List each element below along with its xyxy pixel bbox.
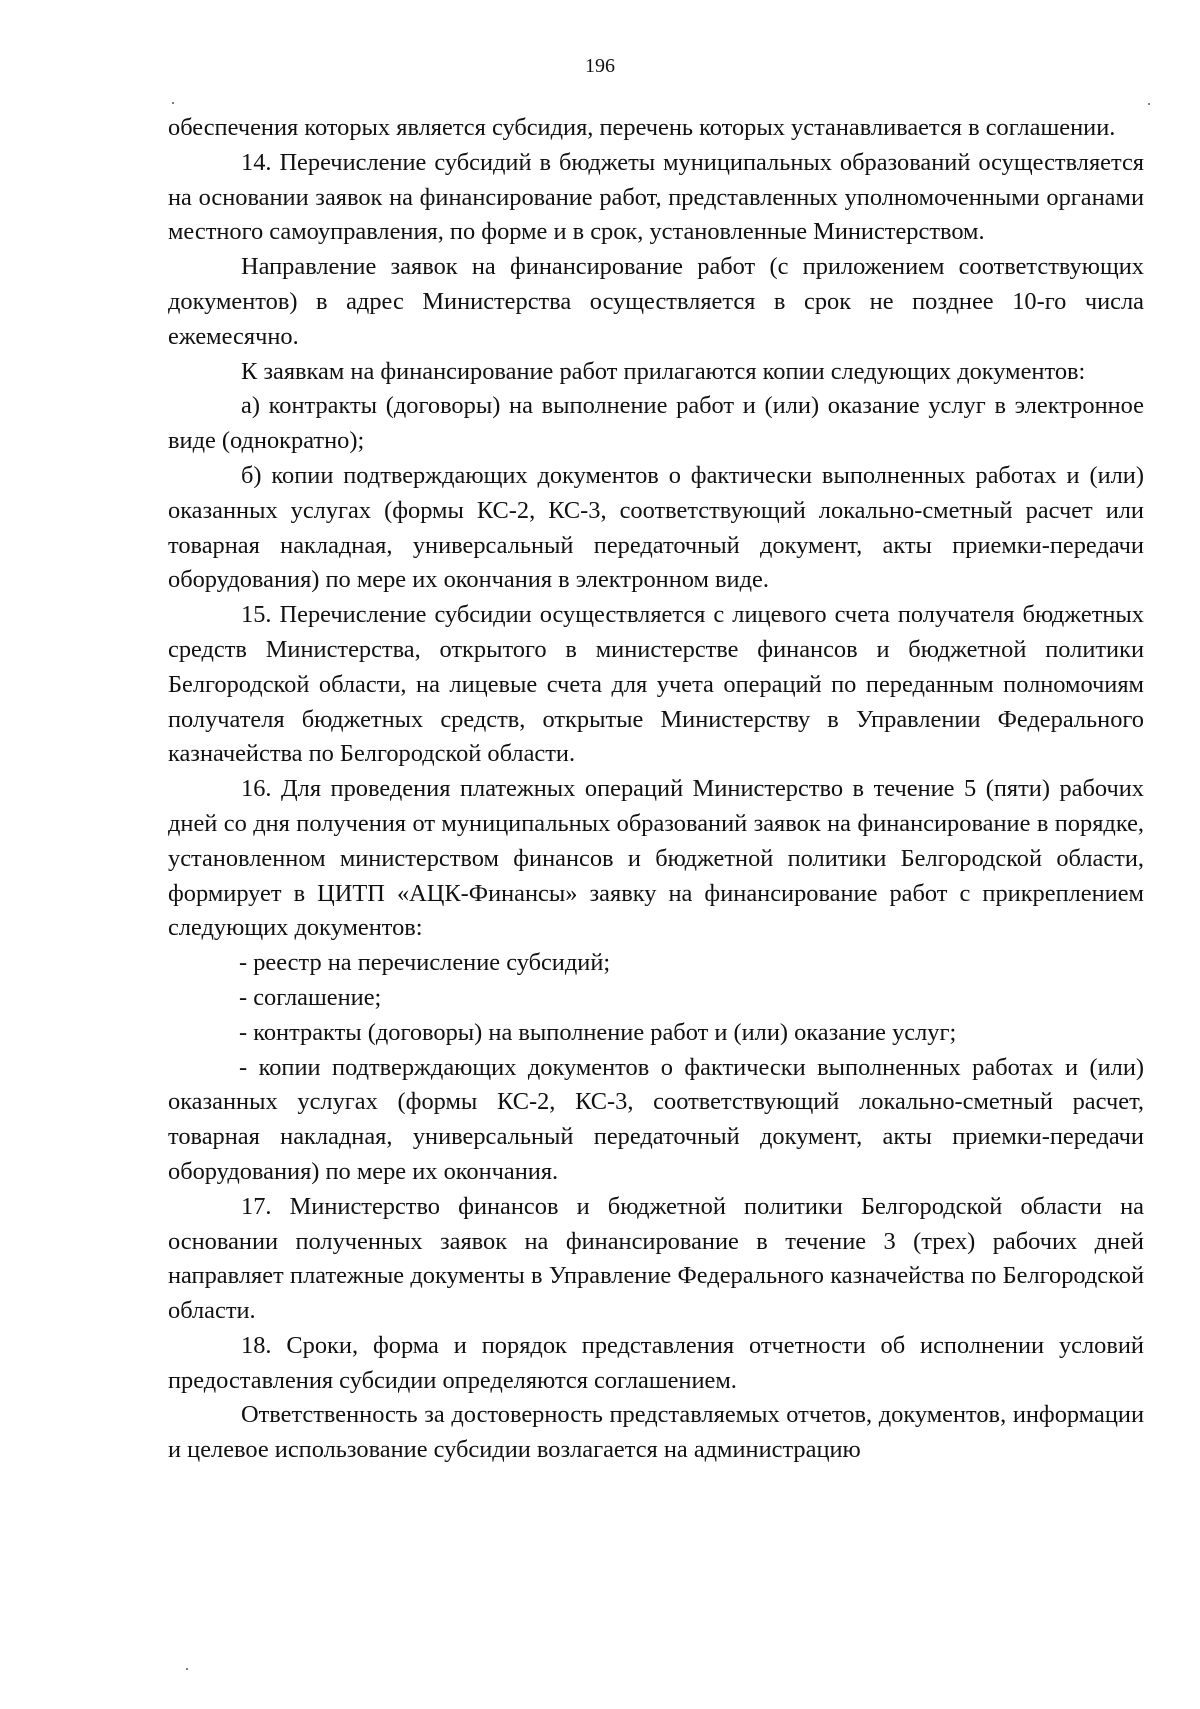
document-body — [168, 111, 1144, 1468]
scan-speck — [1148, 103, 1150, 105]
scan-speck — [172, 102, 174, 104]
paragraph-15: 15. Перечисление субсидии осуществляется с лицевого счета получателя бюджетных средств Министерства, открытого в министерстве финансов и бюджетной политики Белгородской области, на лицевые счета для учета операций по переданным полномочиям получателя бюджетных средств, открытые Министерству в Управлении Федерального казначейства по Белгородской области. — [168, 601, 1144, 768]
paragraph-application-direction: Направление заявок на финансирование работ (с приложением соответствующих документов) в адрес Министерства осуществляется в срок не позднее 10-го числа ежемесячно. — [168, 253, 1144, 350]
list-item-a: а) контракты (договоры) на выполнение работ и (или) оказание услуг в электронное виде (однократно); — [168, 392, 1144, 455]
list-item-agreement: - соглашение; — [239, 983, 382, 1011]
paragraph-attachments-intro: К заявкам на финансирование работ прилагаются копии следующих документов: — [241, 357, 1086, 385]
scan-speck — [186, 1668, 188, 1670]
list-item-contracts: - контракты (договоры) на выполнение работ и (или) оказание услуг; — [239, 1018, 957, 1046]
paragraph-responsibility: Ответственность за достоверность представляемых отчетов, документов, информации и целевое использование субсидии возлагается на администрацию — [168, 1401, 1144, 1464]
paragraph-14: 14. Перечисление субсидий в бюджеты муниципальных образований осуществляется на основании заявок на финансирование работ, представленных уполномоченными органами местного самоуправления, по форме и в срок, установленные Министерством. — [168, 148, 1144, 246]
list-item-b: б) копии подтверждающих документов о фактически выполненных работах и (или) оказанных услугах (формы КС-2, КС-3, соответствующий локально-сметный расчет или товарная накладная, универсальный передаточный документ, акты приемки-передачи оборудования) по мере их окончания в электронном виде. — [168, 461, 1144, 594]
paragraph-16: 16. Для проведения платежных операций Министерство в течение 5 (пяти) рабочих дней со дня получения от муниципальных образований заявок на финансирование в порядке, установленном министерством финансов и бюджетной политики Белгородской области, формирует в ЦИТП «АЦК-Финансы» заявку на финансирование работ с прикреплением следующих документов: — [168, 775, 1144, 942]
paragraph-18: 18. Сроки, форма и порядок представления отчетности об исполнении условий предоставления субсидии определяются соглашением. — [168, 1331, 1144, 1394]
list-item-copies: - копии подтверждающих документов о фактически выполненных работах и (или) оказанных услугах (формы КС-2, КС-3, соответствующий локально-сметный расчет, товарная накладная, универсальный передаточный документ, акты приемки-передачи оборудования) по мере их окончания. — [168, 1053, 1144, 1185]
paragraph-17: 17. Министерство финансов и бюджетной политики Белгородской области на основании полученных заявок на финансирование в течение 3 (трех) рабочих дней направляет платежные документы в Управление Федерального казначейства по Белгородской области. — [168, 1192, 1144, 1325]
list-item-registry: - реестр на перечисление субсидий; — [239, 949, 611, 977]
page-number: 196 — [585, 55, 615, 77]
paragraph-continuation: обеспечения которых является субсидия, перечень которых устанавливается в соглашении. — [168, 114, 1116, 141]
